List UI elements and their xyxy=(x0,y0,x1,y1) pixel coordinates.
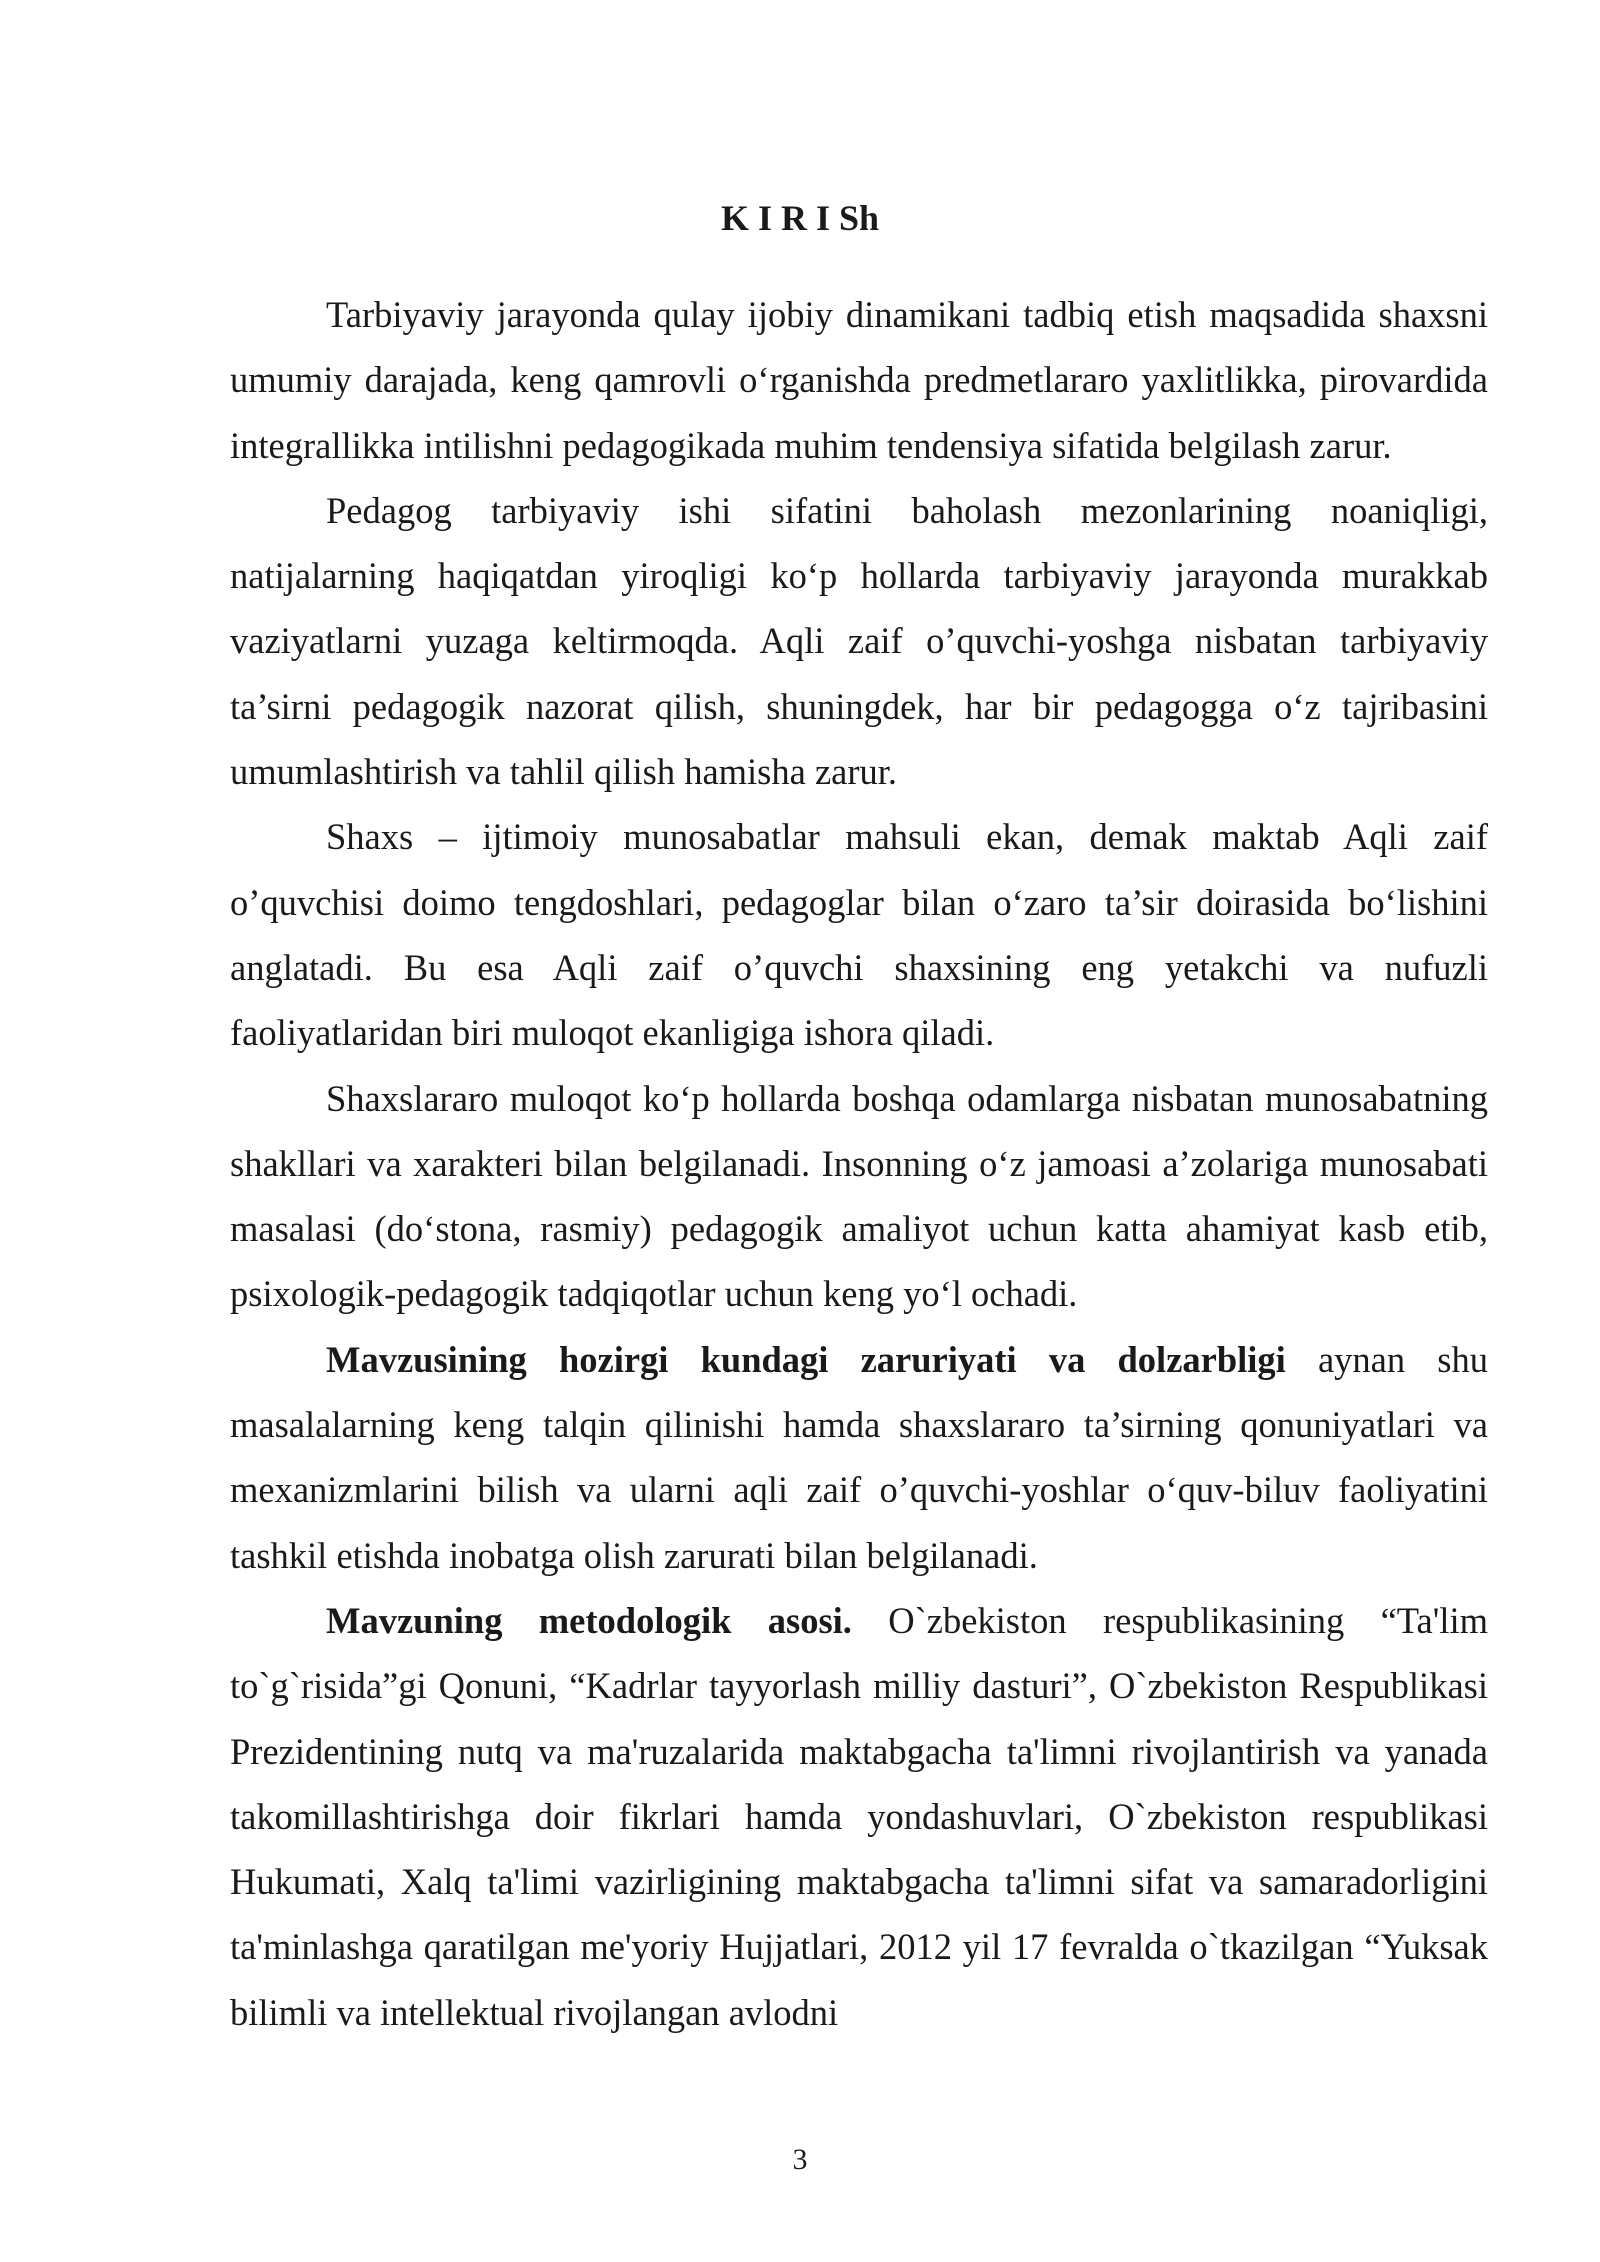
paragraph-lead-heading: Mavzuning metodologik asosi. xyxy=(326,1599,852,1641)
paragraph-text: aynan shu masalalarning keng talqin qilinishi hamda shaxslararo ta’sirning qonuniyatlari va mexanizmlarini bilish va ularni aqli zaif o’quvchi-yoshlar o‘quv-biluv faoliyatini tashkil etishda inobatga olish zarurati bilan belgilanadi. xyxy=(230,1338,1488,1576)
paragraph-1 xyxy=(230,282,1488,478)
paragraph-6 xyxy=(230,1588,1488,2045)
paragraph-text: Tarbiyaviy jarayonda qulay ijobiy dinamikani tadbiq etish maqsadida shaxsni umumiy darajada, keng qamrovli o‘rganishda predmetlararo yaxlitlikka, pirovardida integrallikka intilishni pedagogikada muhim tendensiya sifatida belgilash zarur. xyxy=(230,294,1488,466)
paragraph-3 xyxy=(230,804,1488,1065)
paragraph-2 xyxy=(230,478,1488,804)
paragraph-text: Shaxs – ijtimoiy munosabatlar mahsuli ekan, demak maktab Aqli zaif o’quvchisi doimo tengdoshlari, pedagoglar bilan o‘zaro ta’sir doirasida bo‘lishini anglatadi. Bu esa Aqli zaif o’quvchi shaxsining eng yetakchi va nufuzli faoliyatlaridan biri muloqot ekanligiga ishora qiladi. xyxy=(230,816,1488,1054)
paragraph-text: O`zbekiston respublikasining “Ta'lim to`g`risida”gi Qonuni, “Kadrlar tayyorlash milliy dasturi”, O`zbekiston Respublikasi Prezidentining nutq va ma'ruzalarida maktabgacha ta'limni rivojlantirish va yanada takomillashtirishga doir fikrlari hamda yondashuvlari, O`zbekiston respublikasi Hukumati, Xalq ta'limi vazirligining maktabgacha ta'limni sifat va samaradorligini ta'minlashga qaratilgan me'yoriy Hujjatlari, 2012 yil 17 fevralda o`tkazilgan “Yuksak bilimli va intellektual rivojlangan avlodni xyxy=(230,1599,1488,2033)
paragraph-text: Pedagog tarbiyaviy ishi sifatini baholash mezonlarining noaniqligi, natijalarning haqiqatdan yiroqligi ko‘p hollarda tarbiyaviy jarayonda murakkab vaziyatlarni yuzaga keltirmoqda. Aqli zaif o’quvchi-yoshga nisbatan tarbiyaviy ta’sirni pedagogik nazorat qilish, shuningdek, har bir pedagogga o‘z tajribasini umumlashtirish va tahlil qilish hamisha zarur. xyxy=(230,489,1488,793)
paragraph-lead-heading: Mavzusining hozirgi kundagi zaruriyati va dolzarbligi xyxy=(326,1338,1286,1380)
body-text xyxy=(230,282,1488,2045)
paragraph-5 xyxy=(230,1327,1488,1588)
paragraph-4 xyxy=(230,1066,1488,1327)
page-number: 3 xyxy=(792,2143,808,2176)
section-title: K I R I Sh xyxy=(720,198,880,238)
paragraph-text: Shaxslararo muloqot ko‘p hollarda boshqa odamlarga nisbatan munosabatning shakllari va xarakteri bilan belgilanadi. Insonning o‘z jamoasi a’zolariga munosabati masalasi (do‘stona, rasmiy) pedagogik amaliyot uchun katta ahamiyat kasb etib, psixologik-pedagogik tadqiqotlar uchun keng yo‘l ochadi. xyxy=(230,1077,1488,1315)
